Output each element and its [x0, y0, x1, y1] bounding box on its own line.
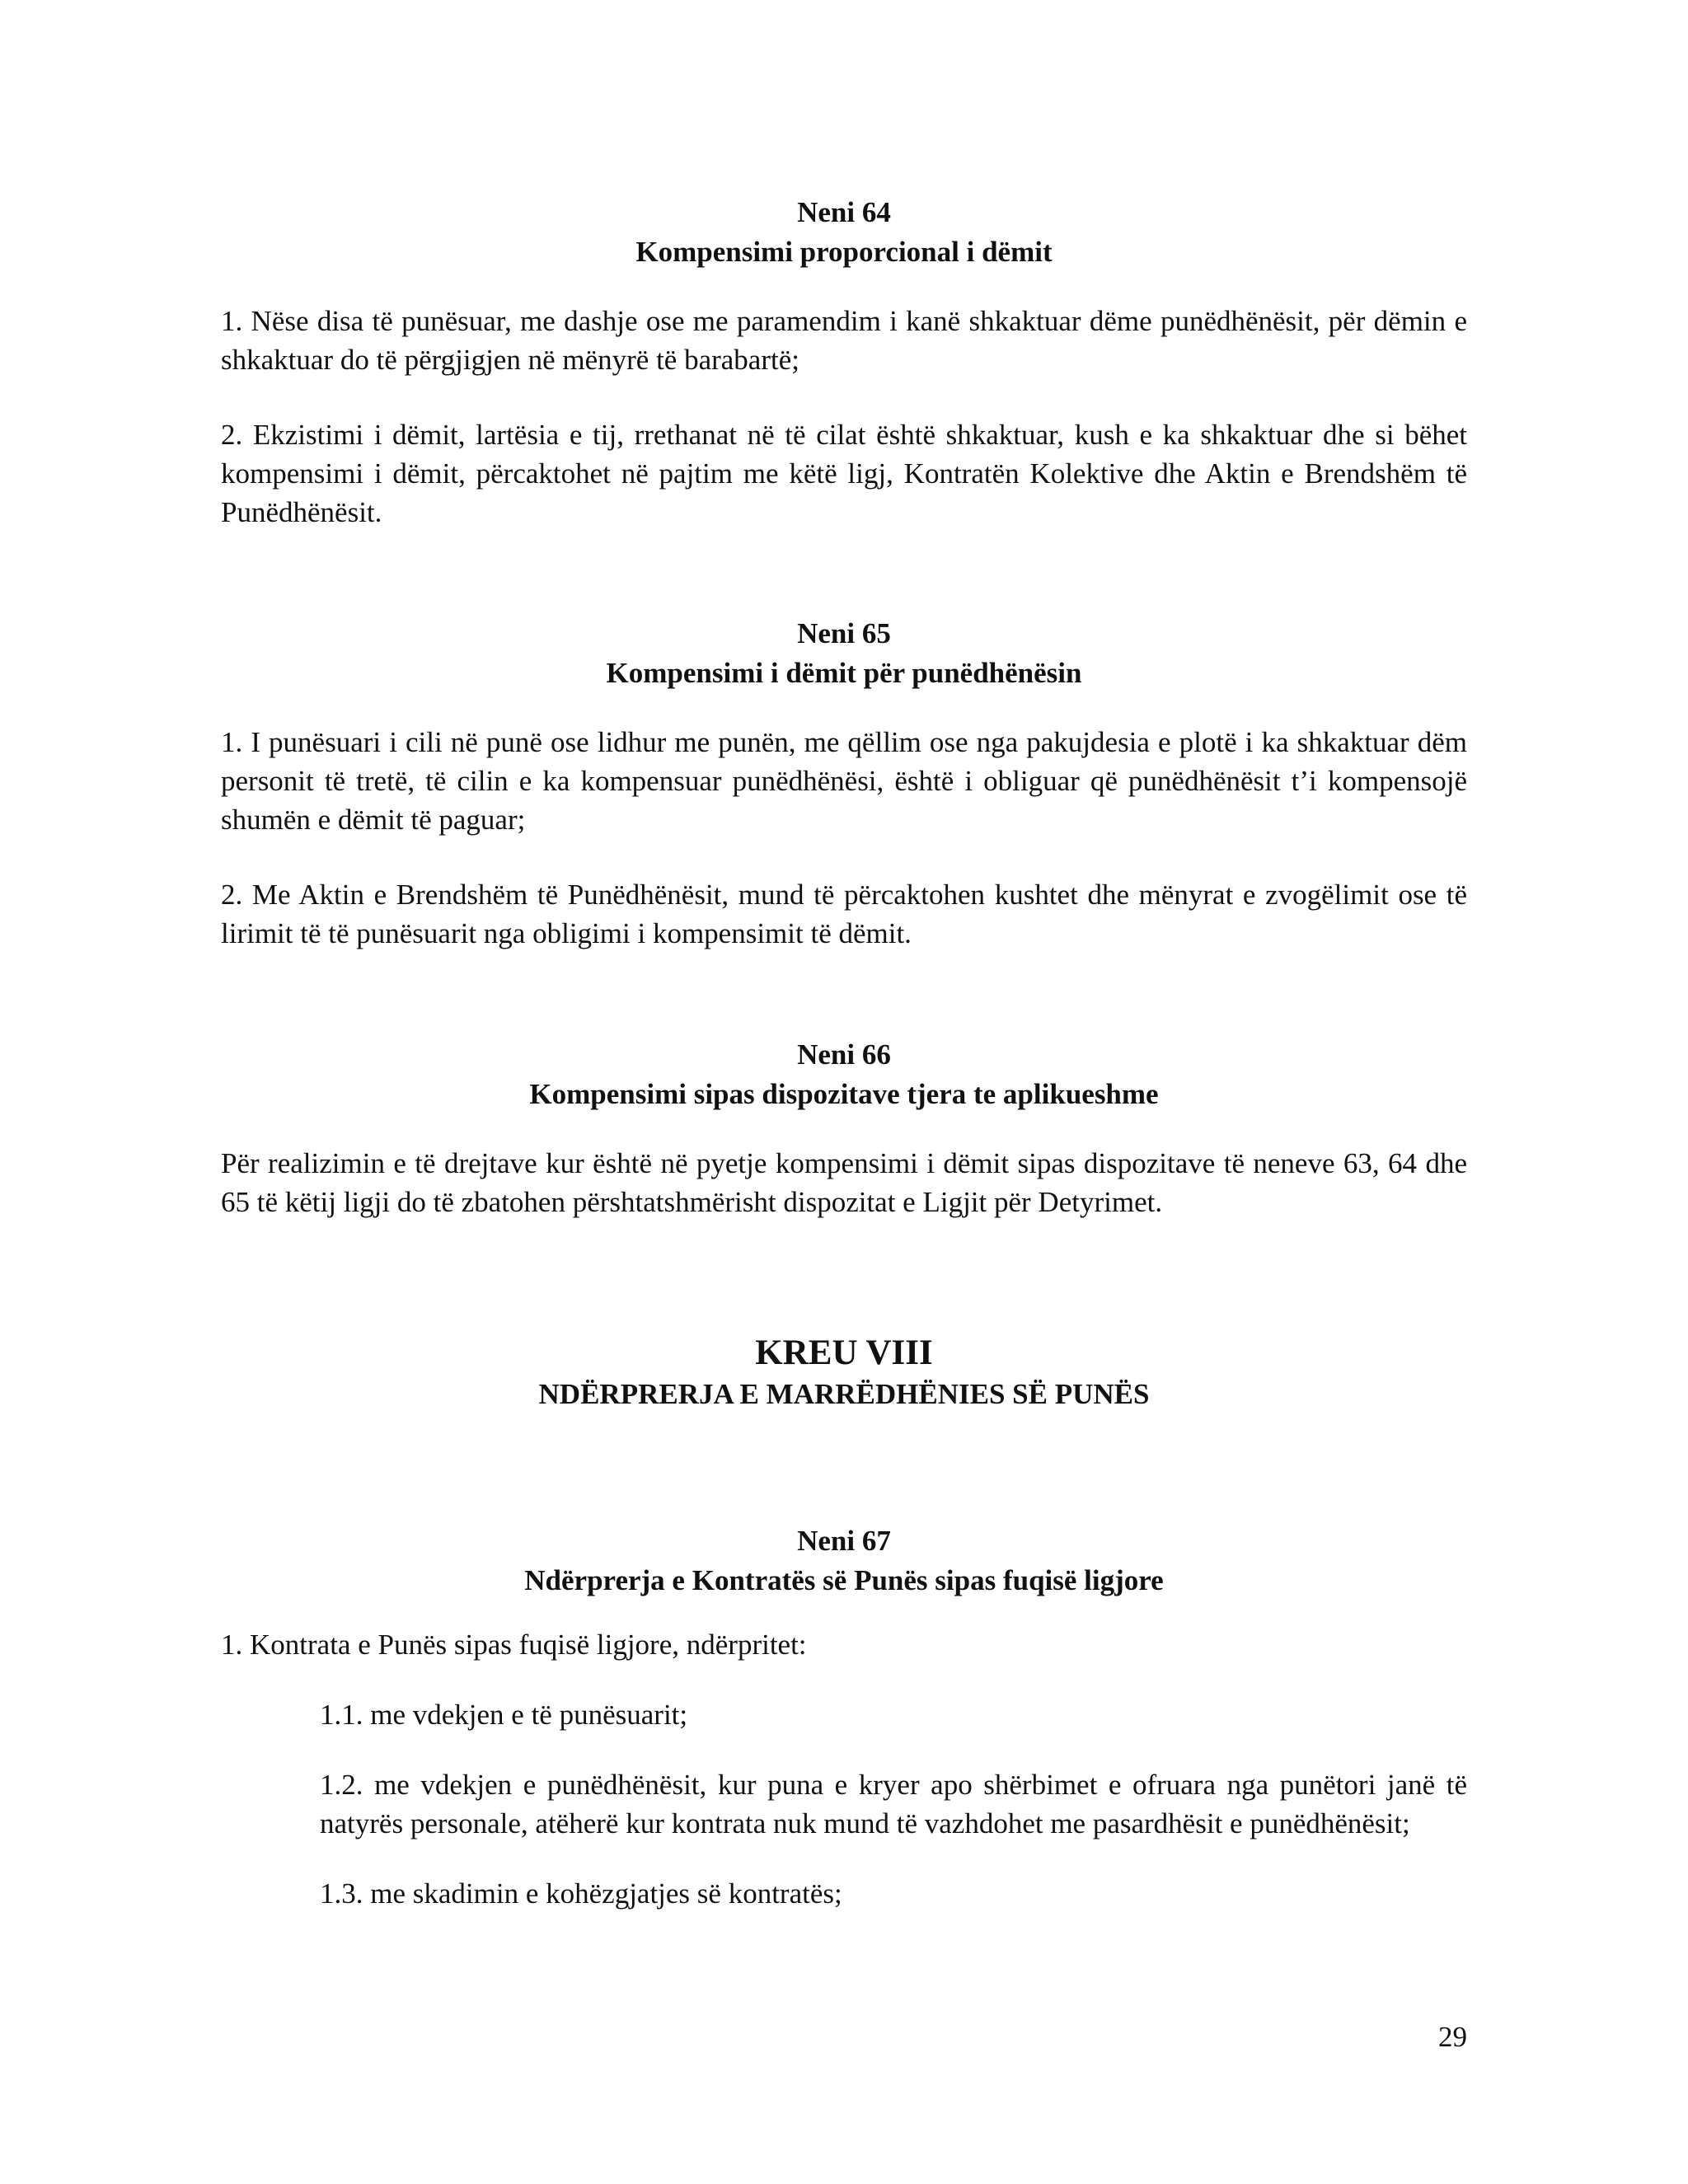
article-paragraph: Për realizimin e të drejtave kur është në pyetje kompensimi i dëmit sipas dispozitave të neneve 63, 64 dhe 65 të këtij ligji do të zbatohen përshtatshmërisht dispozitat e Ligjit për Detyrimet.	[221, 1147, 1467, 1218]
article-paragraph: 1. Nëse disa të punësuar, me dashje ose me paramendim i kanë shkaktuar dëme punëdhënësit, për dëmin e shkaktuar do të përgjigjen në mënyrë të barabartë;	[221, 305, 1467, 376]
chapter-heading	[221, 1332, 1467, 1414]
list-item: 1.2. me vdekjen e punëdhënësit, kur puna e kryer apo shërbimet e ofruara nga punëtori janë të natyrës personale, atëherë kur kontrata nuk mund të vazhdohet me pasardhësit e punëdhënësit;	[320, 1769, 1467, 1840]
article-title: Kompensimi i dëmit për punëdhënësin	[606, 657, 1082, 689]
article-number: Neni 64	[797, 196, 891, 228]
article-66	[221, 1035, 1467, 1221]
article-number: Neni 67	[797, 1525, 891, 1557]
article-number: Neni 66	[797, 1038, 891, 1071]
chapter-number: KREU VIII	[755, 1333, 933, 1372]
article-67	[221, 1521, 1467, 1913]
article-65	[221, 614, 1467, 953]
list-item: 1.1. me vdekjen e të punësuarit;	[320, 1699, 688, 1731]
article-paragraph: 2. Ekzistimi i dëmit, lartësia e tij, rrethanat në të cilat është shkaktuar, kush e ka shkaktuar dhe si bëhet kompensimi i dëmit, përcaktohet në pajtim me këtë ligj, Kontratën Kolektive dhe Aktin e Brendshëm të Punëdhënësit.	[221, 419, 1467, 528]
article-title: Kompensimi proporcional i dëmit	[635, 236, 1053, 268]
article-title: Kompensimi sipas dispozitave tjera te aplikueshme	[529, 1078, 1159, 1110]
chapter-title: NDËRPRERJA E MARRËDHËNIES SË PUNËS	[538, 1378, 1150, 1410]
article-paragraph: 2. Me Aktin e Brendshëm të Punëdhënësit, mund të përcaktohen kushtet dhe mënyrat e zvogëlimit ose të lirimit të të punësuarit nga obligimi i kompensimit të dëmit.	[221, 879, 1467, 949]
article-number: Neni 65	[797, 617, 891, 649]
page-number: 29	[1438, 2021, 1467, 2053]
page-content	[221, 193, 1467, 1913]
article-64	[221, 193, 1467, 532]
list-item: 1.3. me skadimin e kohëzgjatjes së kontratës;	[320, 1877, 842, 1910]
list-intro: 1. Kontrata e Punës sipas fuqisë ligjore, ndërpritet:	[221, 1629, 807, 1661]
article-title: Ndërprerja e Kontratës së Punës sipas fuqisë ligjore	[524, 1564, 1164, 1596]
article-paragraph: 1. I punësuari i cili në punë ose lidhur me punën, me qëllim ose nga pakujdesia e plotë i ka shkaktuar dëm personit të tretë, të cilin e ka kompensuar punëdhënësi, është i obliguar që punëdhënësit t’i kompensojë shumën e dëmit të paguar;	[221, 726, 1467, 836]
